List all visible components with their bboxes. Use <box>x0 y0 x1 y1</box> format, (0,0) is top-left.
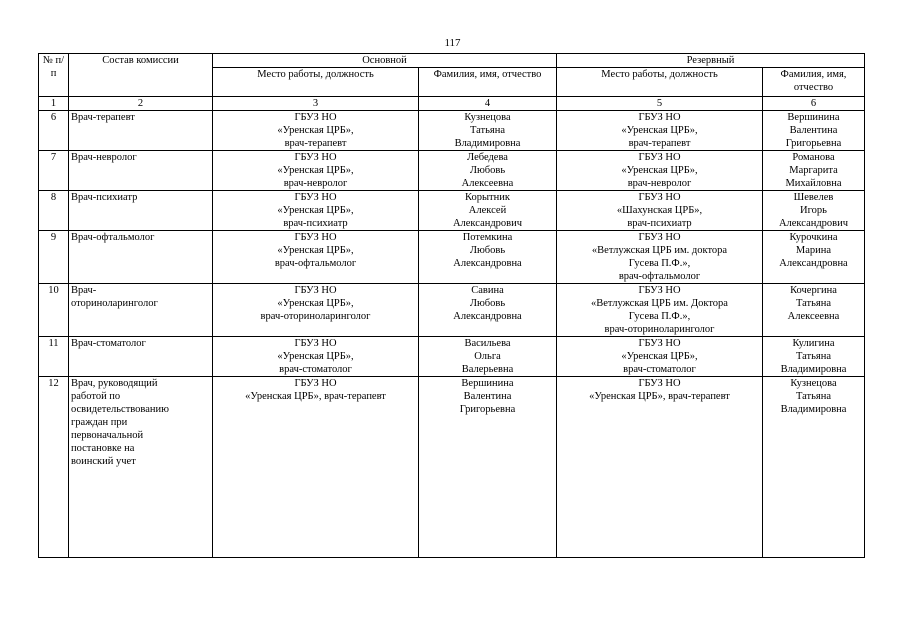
row-reserve-fullname: Кочергина Татьяна Алексеевна <box>763 284 865 337</box>
row-reserve-workplace: ГБУЗ НО «Уренская ЦРБ», врач-невролог <box>557 151 763 191</box>
row-role: Врач- оториноларинголог <box>69 284 213 337</box>
header-main-fullname: Фамилия, имя, отчество <box>419 68 557 97</box>
row-reserve-fullname: Романова Маргарита Михайловна <box>763 151 865 191</box>
col-number: 5 <box>557 97 763 111</box>
table-row <box>39 111 865 151</box>
commission-table <box>38 53 865 558</box>
row-main-workplace: ГБУЗ НО «Уренская ЦРБ», врач-оториноларинголог <box>213 284 419 337</box>
row-reserve-fullname: Вершинина Валентина Григорьевна <box>763 111 865 151</box>
row-num: 6 <box>39 111 69 151</box>
row-main-workplace: ГБУЗ НО «Уренская ЦРБ», врач-офтальмолог <box>213 231 419 284</box>
page-number: 117 <box>444 37 461 49</box>
header-reserve-workplace: Место работы, должность <box>557 68 763 97</box>
row-reserve-workplace: ГБУЗ НО «Уренская ЦРБ», врач-терапевт <box>557 111 763 151</box>
row-reserve-workplace: ГБУЗ НО «Ветлужская ЦРБ им. доктора Гусева П.Ф.», врач-офтальмолог <box>557 231 763 284</box>
col-number: 1 <box>39 97 69 111</box>
col-number: 3 <box>213 97 419 111</box>
col-number: 4 <box>419 97 557 111</box>
table-row <box>39 231 865 284</box>
row-role: Врач-терапевт <box>69 111 213 151</box>
row-num: 10 <box>39 284 69 337</box>
column-numbers-row <box>39 97 865 111</box>
row-reserve-fullname: Кулигина Татьяна Владимировна <box>763 337 865 377</box>
row-reserve-workplace: ГБУЗ НО «Ветлужская ЦРБ им. Доктора Гусева П.Ф.», врач-оториноларинголог <box>557 284 763 337</box>
row-role: Врач-стоматолог <box>69 337 213 377</box>
table-row <box>39 377 865 558</box>
table-row <box>39 151 865 191</box>
col-number: 2 <box>69 97 213 111</box>
row-num: 7 <box>39 151 69 191</box>
row-main-fullname: Потемкина Любовь Александровна <box>419 231 557 284</box>
header-reserve-fullname: Фамилия, имя, отчество <box>763 68 865 97</box>
row-num: 12 <box>39 377 69 558</box>
table-row <box>39 191 865 231</box>
table-row <box>39 284 865 337</box>
row-main-fullname: Лебедева Любовь Алексеевна <box>419 151 557 191</box>
row-main-workplace: ГБУЗ НО «Уренская ЦРБ», врач-невролог <box>213 151 419 191</box>
row-main-workplace: ГБУЗ НО «Уренская ЦРБ», врач-стоматолог <box>213 337 419 377</box>
row-num: 9 <box>39 231 69 284</box>
header-row-1 <box>39 54 865 68</box>
row-main-workplace: ГБУЗ НО «Уренская ЦРБ», врач-терапевт <box>213 111 419 151</box>
row-role: Врач-психиатр <box>69 191 213 231</box>
col-number: 6 <box>763 97 865 111</box>
row-role: Врач, руководящий работой по освидетельствованию граждан при первоначальной постановке на воинский учет <box>69 377 213 558</box>
row-role: Врач-офтальмолог <box>69 231 213 284</box>
header-composition: Состав комиссии <box>69 54 213 97</box>
header-main-workplace: Место работы, должность <box>213 68 419 97</box>
row-main-fullname: Савина Любовь Александровна <box>419 284 557 337</box>
row-main-fullname: Васильева Ольга Валерьевна <box>419 337 557 377</box>
header-num: № п/п <box>39 54 69 97</box>
row-num: 11 <box>39 337 69 377</box>
row-reserve-workplace: ГБУЗ НО «Шахунская ЦРБ», врач-психиатр <box>557 191 763 231</box>
table-row <box>39 337 865 377</box>
row-reserve-workplace: ГБУЗ НО «Уренская ЦРБ», врач-стоматолог <box>557 337 763 377</box>
row-main-workplace: ГБУЗ НО «Уренская ЦРБ», врач-психиатр <box>213 191 419 231</box>
row-reserve-fullname: Шевелев Игорь Александрович <box>763 191 865 231</box>
header-main: Основной <box>213 54 557 68</box>
row-main-fullname: Корытник Алексей Александрович <box>419 191 557 231</box>
row-main-workplace: ГБУЗ НО «Уренская ЦРБ», врач-терапевт <box>213 377 419 558</box>
header-reserve: Резервный <box>557 54 865 68</box>
row-reserve-fullname: Кузнецова Татьяна Владимировна <box>763 377 865 558</box>
row-num: 8 <box>39 191 69 231</box>
row-role: Врач-невролог <box>69 151 213 191</box>
row-main-fullname: Кузнецова Татьяна Владимировна <box>419 111 557 151</box>
row-reserve-workplace: ГБУЗ НО «Уренская ЦРБ», врач-терапевт <box>557 377 763 558</box>
row-reserve-fullname: Курочкина Марина Александровна <box>763 231 865 284</box>
row-main-fullname: Вершинина Валентина Григорьевна <box>419 377 557 558</box>
